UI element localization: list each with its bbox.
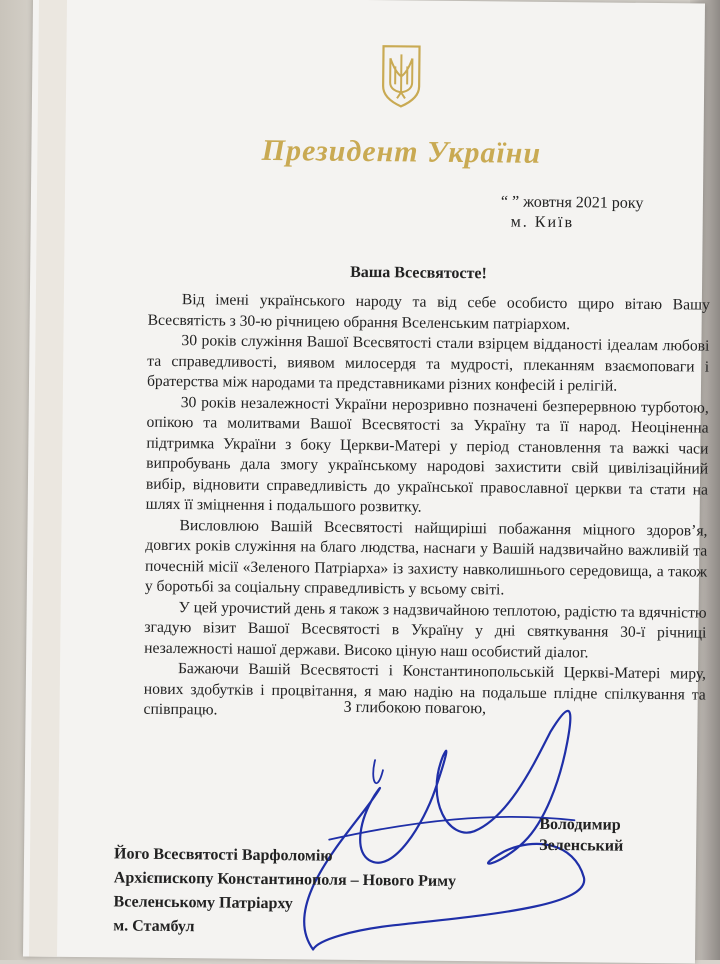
- paragraph: 30 років незалежності України нерозривно позначені безперервною турботою, опікою та молитвами Вашої Всесвятості за Україну та її народ. Неоціненна підтримка України з боку Церкви-Матері у період становлення та важкі часи випробувань дала змогу українському народові захистити свій цивілізаційний вибір, відновити справедливість до української православної церкви та стати на шлях її зміцнення і подальшого розвитку.: [145, 393, 709, 516]
- addressee-line: Вселенському Патріарху: [113, 893, 293, 913]
- addressee-block: [113, 842, 456, 942]
- letter-date: “ ” жовтня 2021 року: [500, 193, 644, 212]
- letter-body: [143, 290, 709, 726]
- letter-city: м. Київ: [510, 213, 575, 232]
- paragraph: Від імені українського народу та від себе особисто щиро вітаю Вашу Всесвятість з 30-ю річницею обрання Вселенським патріархом.: [147, 291, 710, 333]
- addressee-line: Архієпископу Константинополя – Нового Риму: [113, 869, 457, 890]
- paragraph: 30 років служіння Вашої Всесвятості стали взірцем відданості ідеалам любові та справедливості, виявом милосердя та мудрості, плеканням взаємоповаги і братерства між народами та представниками різних конфесій і релігій.: [146, 332, 710, 395]
- addressee-line: Його Всесвятості Варфоломію: [113, 845, 333, 865]
- paragraph: У цей урочистий день я також з надзвичайною теплотою, радістю та вдячністю згадую візит Вашої Всесвятості в Україну у дні святкування 30-ї річниці незалежності нашої держави. Високо ціную наш особистий діалог.: [144, 598, 707, 661]
- trident-icon: [377, 42, 426, 108]
- salutation: Ваша Всесвятосте!: [350, 263, 487, 283]
- letterhead-title: Президент України: [261, 133, 542, 170]
- addressee-line: м. Стамбул: [113, 917, 195, 936]
- paper-fold-edge: [29, 0, 67, 957]
- paragraph: Бажаючи Вашій Всесвятості і Константинопольській Церкві-Матері миру, нових здобутків і процвітання, я маю надію на подальше плідне спілкування та співпрацю.: [143, 660, 707, 719]
- closing-phrase: З глибокою повагою,: [343, 698, 487, 718]
- letter-page: [23, 0, 710, 963]
- paragraph: Висловлюю Вашій Всесвятості найщиріші побажання міцного здоров’я, довгих років служіння на благо людства, наснаги у Вашій надзвичайно важливій та почесній місії «Зеленого Патріарха» із захисту навколишнього середовища, а також у боротьбі за соціальну справедливість у всьому світі.: [144, 516, 708, 599]
- signer-name: Володимир Зеленський: [539, 815, 624, 855]
